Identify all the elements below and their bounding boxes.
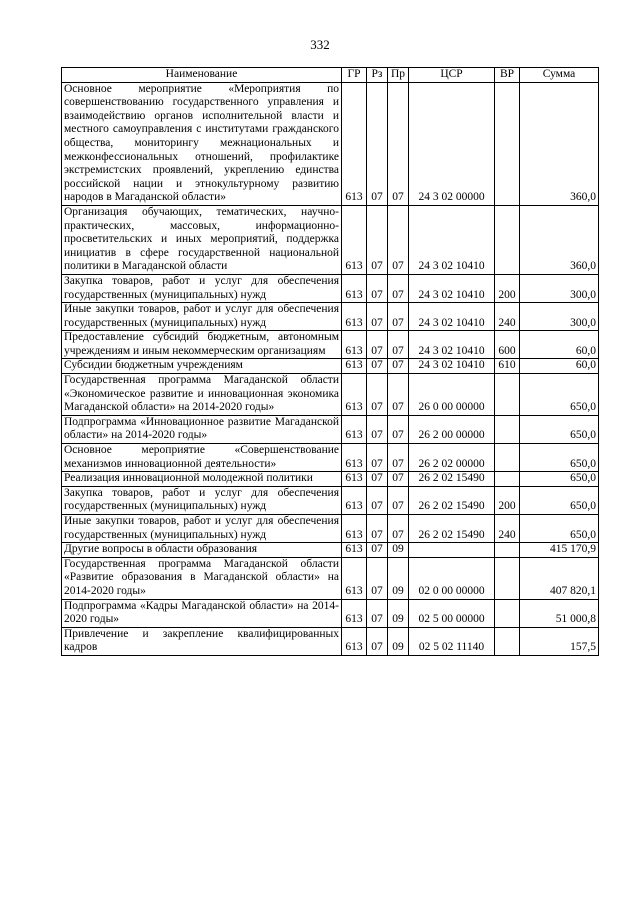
cell-pr: 09 — [388, 557, 409, 599]
cell-name: Закупка товаров, работ и услуг для обеспечения государственных (муниципальных) нужд — [62, 486, 342, 514]
cell-rz: 07 — [367, 274, 388, 302]
cell-gr: 613 — [342, 415, 367, 443]
cell-name: Основное мероприятие «Мероприятия по совершенствованию государственного управления и взаимодействию органов исполнительной власти и местного самоуправления с институтами гражданского общества, мониторингу межнациональных и межконфессиональных отношений, профилактике экстремистских проявлений, укреплению единства российской нации и этнокультурному развитию народов в Магаданской области» — [62, 82, 342, 205]
cell-name: Субсидии бюджетным учреждениям — [62, 359, 342, 374]
cell-vr: 240 — [495, 515, 520, 543]
cell-name: Иные закупки товаров, работ и услуг для обеспечения государственных (муниципальных) нужд — [62, 515, 342, 543]
cell-csr: 26 2 02 15490 — [409, 472, 495, 487]
cell-csr — [409, 543, 495, 558]
cell-rz: 07 — [367, 82, 388, 205]
cell-name: Подпрограмма «Кадры Магаданской области» на 2014-2020 годы» — [62, 599, 342, 627]
cell-sum: 60,0 — [520, 359, 599, 374]
cell-gr: 613 — [342, 205, 367, 274]
cell-name: Реализация инновационной молодежной политики — [62, 472, 342, 487]
cell-sum: 415 170,9 — [520, 543, 599, 558]
cell-csr: 24 3 02 10410 — [409, 205, 495, 274]
cell-csr: 24 3 02 00000 — [409, 82, 495, 205]
cell-pr: 09 — [388, 599, 409, 627]
table-row — [62, 599, 599, 627]
cell-vr — [495, 82, 520, 205]
cell-sum: 650,0 — [520, 515, 599, 543]
cell-sum: 300,0 — [520, 303, 599, 331]
cell-sum: 300,0 — [520, 274, 599, 302]
cell-vr: 200 — [495, 274, 520, 302]
cell-gr: 613 — [342, 543, 367, 558]
cell-sum: 650,0 — [520, 415, 599, 443]
cell-name: Государственная программа Магаданской области «Экономическое развитие и инновационная экономика Магаданской области» на 2014-2020 годы» — [62, 374, 342, 416]
cell-sum: 360,0 — [520, 82, 599, 205]
cell-name: Предоставление субсидий бюджетным, автономным учреждениям и иным некоммерческим организациям — [62, 331, 342, 359]
table-row — [62, 82, 599, 205]
table-row — [62, 274, 599, 302]
cell-rz: 07 — [367, 444, 388, 472]
cell-rz: 07 — [367, 359, 388, 374]
cell-csr: 24 3 02 10410 — [409, 274, 495, 302]
cell-pr: 07 — [388, 303, 409, 331]
cell-csr: 02 5 02 11140 — [409, 627, 495, 655]
cell-name: Организация обучающих, тематических, научно-практических, массовых, информационно-просветительских и иных мероприятий, поддержка инициатив в сфере государственной национальной политики в Магаданской области — [62, 205, 342, 274]
cell-csr: 26 2 02 15490 — [409, 486, 495, 514]
cell-pr: 07 — [388, 331, 409, 359]
column-header-name: Наименование — [62, 68, 342, 83]
cell-vr — [495, 599, 520, 627]
cell-rz: 07 — [367, 543, 388, 558]
cell-csr: 26 2 00 00000 — [409, 415, 495, 443]
cell-csr: 02 5 00 00000 — [409, 599, 495, 627]
cell-sum: 51 000,8 — [520, 599, 599, 627]
cell-rz: 07 — [367, 515, 388, 543]
column-header-gr: ГР — [342, 68, 367, 83]
table-row — [62, 543, 599, 558]
cell-sum: 650,0 — [520, 486, 599, 514]
cell-vr — [495, 205, 520, 274]
cell-gr: 613 — [342, 515, 367, 543]
cell-gr: 613 — [342, 444, 367, 472]
cell-pr: 07 — [388, 472, 409, 487]
cell-pr: 09 — [388, 543, 409, 558]
table-row — [62, 331, 599, 359]
cell-sum: 157,5 — [520, 627, 599, 655]
cell-pr: 07 — [388, 415, 409, 443]
cell-vr: 200 — [495, 486, 520, 514]
cell-rz: 07 — [367, 415, 388, 443]
cell-rz: 07 — [367, 627, 388, 655]
cell-pr: 07 — [388, 486, 409, 514]
cell-rz: 07 — [367, 205, 388, 274]
cell-name: Привлечение и закрепление квалифицированных кадров — [62, 627, 342, 655]
cell-name: Основное мероприятие «Совершенствование механизмов инновационной деятельности» — [62, 444, 342, 472]
table-row — [62, 472, 599, 487]
cell-name: Государственная программа Магаданской области «Развитие образования в Магаданской области» на 2014-2020 годы» — [62, 557, 342, 599]
column-header-vr: ВР — [495, 68, 520, 83]
page-number: 332 — [310, 37, 330, 52]
cell-gr: 613 — [342, 359, 367, 374]
table-row — [62, 557, 599, 599]
cell-vr — [495, 543, 520, 558]
cell-pr: 07 — [388, 374, 409, 416]
cell-rz: 07 — [367, 331, 388, 359]
cell-rz: 07 — [367, 472, 388, 487]
cell-vr — [495, 374, 520, 416]
cell-vr — [495, 444, 520, 472]
table-row — [62, 374, 599, 416]
table-row — [62, 515, 599, 543]
cell-csr: 26 2 02 00000 — [409, 444, 495, 472]
cell-pr: 07 — [388, 274, 409, 302]
cell-csr: 26 2 02 15490 — [409, 515, 495, 543]
cell-pr: 07 — [388, 82, 409, 205]
cell-vr — [495, 627, 520, 655]
cell-gr: 613 — [342, 486, 367, 514]
cell-gr: 613 — [342, 303, 367, 331]
table-row — [62, 444, 599, 472]
cell-gr: 613 — [342, 331, 367, 359]
cell-sum: 650,0 — [520, 444, 599, 472]
table-row — [62, 627, 599, 655]
cell-pr: 07 — [388, 359, 409, 374]
column-header-sum: Сумма — [520, 68, 599, 83]
cell-gr: 613 — [342, 472, 367, 487]
table-row — [62, 415, 599, 443]
table-row — [62, 359, 599, 374]
table-body — [62, 82, 599, 655]
cell-name: Иные закупки товаров, работ и услуг для обеспечения государственных (муниципальных) нужд — [62, 303, 342, 331]
cell-vr — [495, 472, 520, 487]
cell-gr: 613 — [342, 274, 367, 302]
cell-vr: 610 — [495, 359, 520, 374]
cell-sum: 407 820,1 — [520, 557, 599, 599]
table-header-row — [62, 68, 599, 83]
cell-sum: 360,0 — [520, 205, 599, 274]
cell-csr: 02 0 00 00000 — [409, 557, 495, 599]
cell-name: Другие вопросы в области образования — [62, 543, 342, 558]
cell-gr: 613 — [342, 557, 367, 599]
cell-gr: 613 — [342, 82, 367, 205]
table-row — [62, 486, 599, 514]
cell-name: Закупка товаров, работ и услуг для обеспечения государственных (муниципальных) нужд — [62, 274, 342, 302]
cell-gr: 613 — [342, 374, 367, 416]
cell-rz: 07 — [367, 557, 388, 599]
cell-gr: 613 — [342, 599, 367, 627]
cell-csr: 24 3 02 10410 — [409, 359, 495, 374]
cell-pr: 07 — [388, 444, 409, 472]
cell-rz: 07 — [367, 374, 388, 416]
cell-rz: 07 — [367, 486, 388, 514]
budget-table — [61, 67, 599, 656]
table-row — [62, 205, 599, 274]
cell-sum: 650,0 — [520, 374, 599, 416]
cell-pr: 09 — [388, 627, 409, 655]
cell-vr — [495, 415, 520, 443]
cell-name: Подпрограмма «Инновационное развитие Магаданской области» на 2014-2020 годы» — [62, 415, 342, 443]
cell-csr: 24 3 02 10410 — [409, 331, 495, 359]
cell-gr: 613 — [342, 627, 367, 655]
cell-rz: 07 — [367, 599, 388, 627]
cell-csr: 26 0 00 00000 — [409, 374, 495, 416]
cell-vr — [495, 557, 520, 599]
cell-vr: 600 — [495, 331, 520, 359]
cell-csr: 24 3 02 10410 — [409, 303, 495, 331]
cell-pr: 07 — [388, 515, 409, 543]
cell-rz: 07 — [367, 303, 388, 331]
column-header-csr: ЦСР — [409, 68, 495, 83]
column-header-rz: Рз — [367, 68, 388, 83]
cell-sum: 650,0 — [520, 472, 599, 487]
cell-pr: 07 — [388, 205, 409, 274]
cell-sum: 60,0 — [520, 331, 599, 359]
table-row — [62, 303, 599, 331]
cell-vr: 240 — [495, 303, 520, 331]
column-header-pr: Пр — [388, 68, 409, 83]
